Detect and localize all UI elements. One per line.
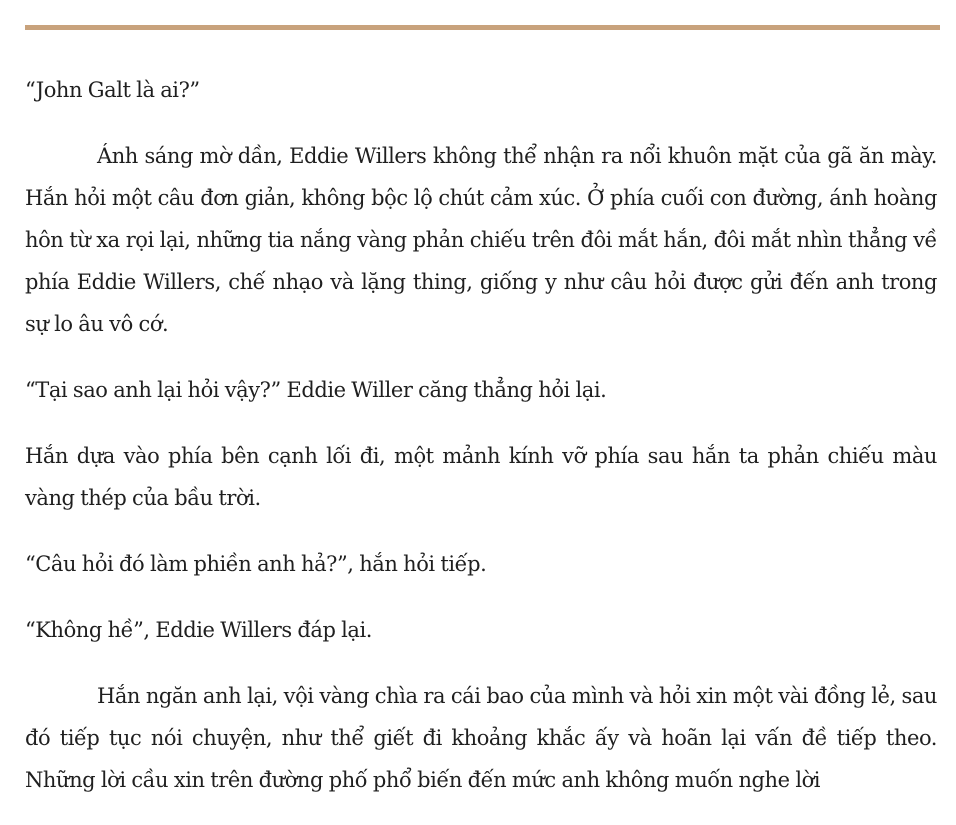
paragraph-dialogue-why-ask: “Tại sao anh lại hỏi vậy?” Eddie Willer căng thẳng hỏi lại. [25,378,607,402]
paragraph-dialogue-bother: “Câu hỏi đó làm phiền anh hả?”, hắn hỏi tiếp. [25,552,487,576]
paragraph-begging: Hắn ngăn anh lại, vội vàng chìa ra cái bao của mình và hỏi xin một vài đồng lẻ, sau đó tiếp tục nói chuyện, như thể giết đi khoảng khắc ấy và hoãn lại vấn đề tiếp theo. Những lời cầu xin trên đường phố phổ biến đến mức anh không muốn nghe lời [25,684,937,792]
header-divider [25,25,940,30]
paragraph-dialogue-john-galt: “John Galt là ai?” [25,78,200,102]
paragraph-fading-light: Ánh sáng mờ dần, Eddie Willers không thể nhận ra nổi khuôn mặt của gã ăn mày. Hắn hỏi một câu đơn giản, không bộc lộ chút cảm xúc. Ở phía cuối con đường, ánh hoàng hôn từ xa rọi lại, những tia nắng vàng phản chiếu trên đôi mắt hắn, đôi mắt nhìn thẳng về phía Eddie Willers, chế nhạo và lặng thing, giống y như câu hỏi được gửi đến anh trong sự lo âu vô cớ. [25,144,937,336]
paragraph-leaning: Hắn dựa vào phía bên cạnh lối đi, một mảnh kính vỡ phía sau hắn ta phản chiếu màu vàng thép của bầu trời. [25,444,937,510]
paragraph-dialogue-not-at-all: “Không hề”, Eddie Willers đáp lại. [25,618,372,642]
book-text [25,69,937,825]
